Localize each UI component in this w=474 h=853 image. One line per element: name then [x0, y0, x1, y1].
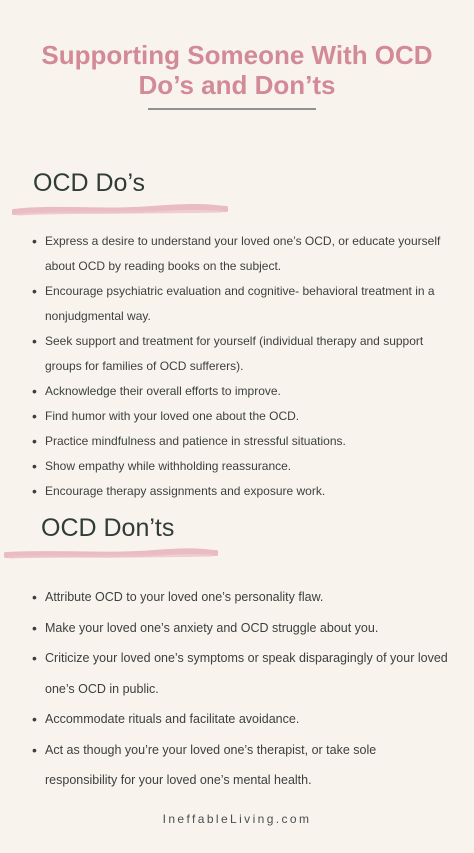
bullet-icon: •	[32, 383, 37, 399]
bullet-icon: •	[32, 333, 37, 349]
list-item-text: Attribute OCD to your loved one’s personality flaw.	[45, 590, 324, 604]
list-item	[32, 404, 450, 429]
list-item-text: Encourage therapy assignments and exposure work.	[45, 484, 326, 498]
footer-site-link[interactable]: IneffableLiving.com	[162, 812, 312, 826]
bullet-icon: •	[32, 433, 37, 449]
donts-brush-underline	[4, 548, 218, 562]
dos-list	[32, 229, 450, 504]
list-item-text: Make your loved one’s anxiety and OCD struggle about you.	[45, 620, 379, 635]
list-item	[32, 454, 450, 479]
bullet-icon: •	[32, 589, 37, 605]
list-item-text: Act as though you’re your loved one’s therapist, or take sole responsibility for your loved one’s mental health.	[45, 742, 377, 787]
list-item	[32, 429, 450, 454]
bullet-icon: •	[32, 233, 37, 249]
bullet-icon: •	[32, 283, 37, 299]
bullet-icon: •	[32, 650, 37, 666]
list-item-text: Express a desire to understand your loved one’s OCD, or educate yourself about OCD by reading books on the subject.	[45, 234, 441, 273]
list-item	[32, 479, 450, 504]
list-item	[32, 229, 450, 279]
page-title	[0, 40, 474, 100]
list-item	[32, 582, 450, 613]
title-line-1: Supporting Someone With OCD	[41, 40, 433, 70]
title-line-2: Do’s and Don’ts	[138, 70, 336, 100]
title-underline	[148, 108, 316, 110]
list-item-text: Seek support and treatment for yourself (individual therapy and support groups for families of OCD sufferers).	[45, 334, 424, 373]
bullet-icon: •	[32, 741, 37, 758]
bullet-icon: •	[32, 619, 37, 636]
list-item-text: Find humor with your loved one about the OCD.	[45, 409, 300, 423]
list-item	[32, 329, 450, 379]
list-item-text: Encourage psychiatric evaluation and cognitive- behavioral treatment in a nonjudgmental way.	[45, 284, 435, 323]
list-item	[32, 735, 450, 796]
list-item-text: Practice mindfulness and patience in stressful situations.	[45, 434, 346, 448]
list-item-text: Show empathy while withholding reassurance.	[45, 459, 292, 473]
list-item	[32, 613, 450, 644]
list-item	[32, 643, 450, 704]
list-item	[32, 704, 450, 735]
bullet-icon: •	[32, 483, 37, 499]
donts-list	[32, 582, 450, 796]
list-item	[32, 379, 450, 404]
dos-heading: OCD Do’s	[33, 169, 146, 197]
bullet-icon: •	[32, 408, 37, 424]
donts-heading: OCD Don’ts	[41, 514, 175, 542]
bullet-icon: •	[32, 458, 37, 474]
list-item-text: Accommodate rituals and facilitate avoidance.	[45, 712, 300, 726]
list-item-text: Criticize your loved one’s symptoms or speak disparagingly of your loved one’s OCD in public.	[45, 651, 448, 696]
list-item	[32, 279, 450, 329]
list-item-text: Acknowledge their overall efforts to improve.	[45, 384, 281, 398]
dos-brush-underline	[12, 204, 228, 218]
bullet-icon: •	[32, 711, 37, 727]
